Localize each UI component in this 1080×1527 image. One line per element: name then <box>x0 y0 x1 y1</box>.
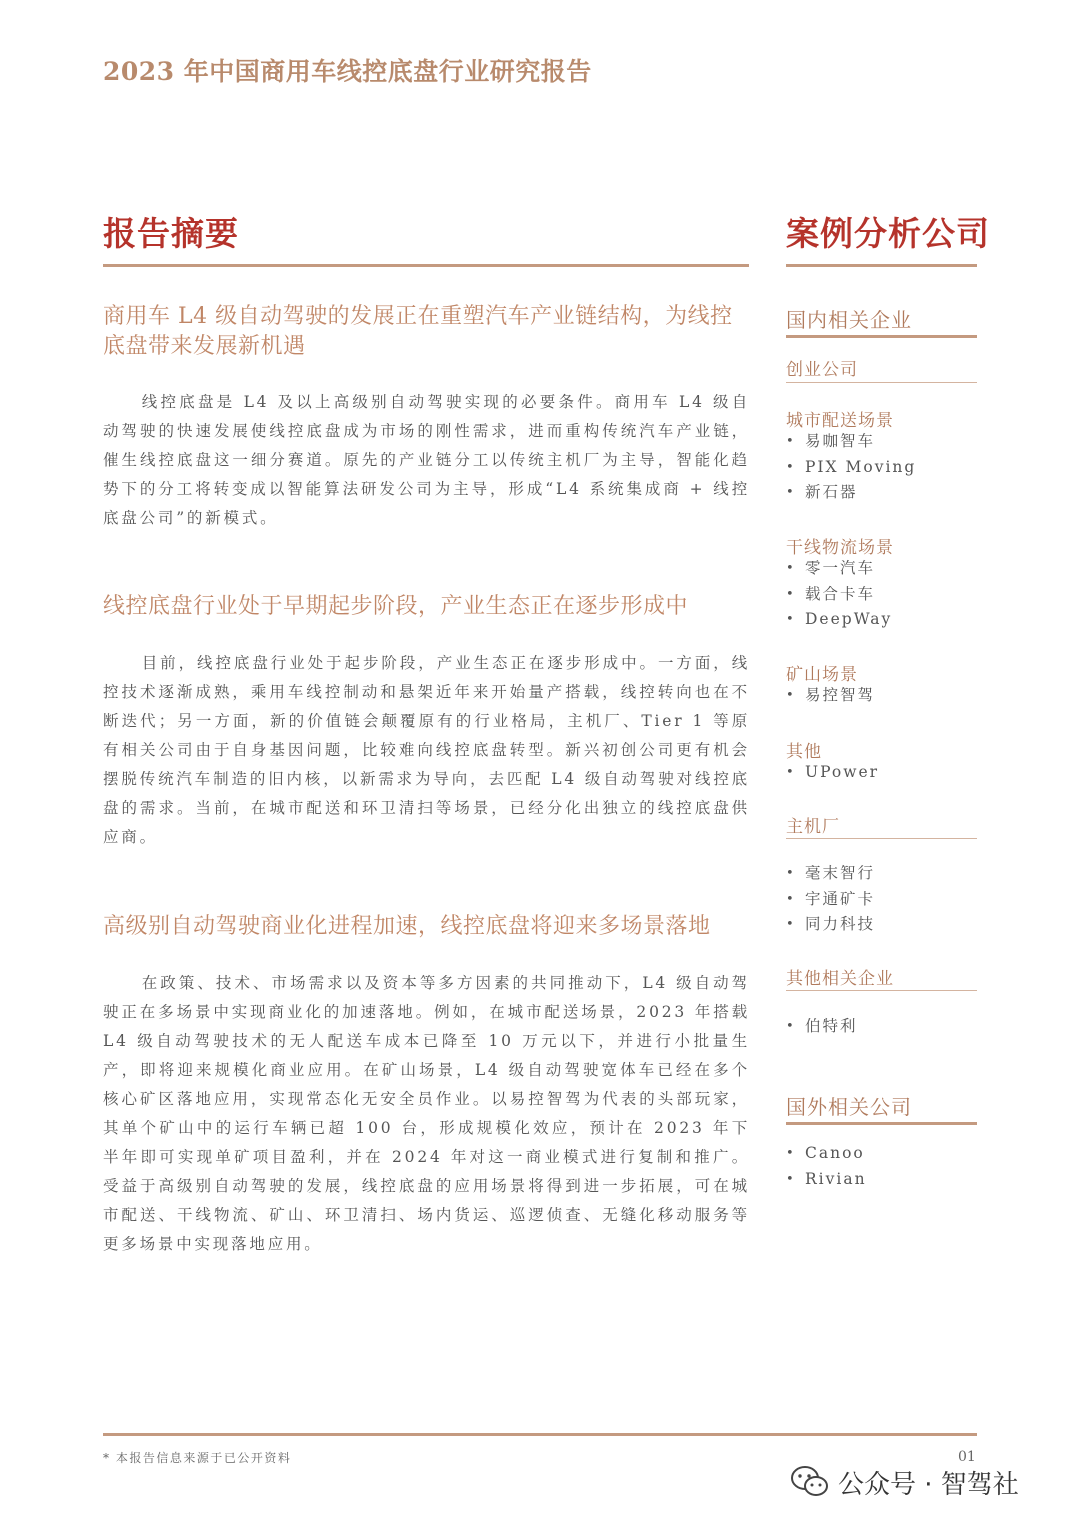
domestic-label: 国内相关企业 <box>786 308 912 332</box>
group-mining: 矿山场景 <box>786 665 858 685</box>
list-trunk-logistics <box>786 556 892 633</box>
list-foreign <box>786 1141 867 1192</box>
list-item: • UPower <box>786 760 879 786</box>
other-related-label: 其他相关企业 <box>786 969 894 989</box>
wechat-icon <box>790 1465 830 1499</box>
list-urban-delivery <box>786 429 916 506</box>
list-item: • PIX Moving <box>786 455 916 481</box>
foreign-label: 国外相关公司 <box>786 1095 912 1119</box>
list-mining <box>786 683 875 709</box>
cases-title: 案例分析公司 <box>786 214 990 253</box>
group-other: 其他 <box>786 742 822 762</box>
list-oem <box>786 861 875 938</box>
group-urban-delivery: 城市配送场景 <box>786 411 894 431</box>
report-header-title: 2023 年中国商用车线控底盘行业研究报告 <box>103 57 592 86</box>
domestic-rule <box>786 335 977 338</box>
list-item: • DeepWay <box>786 607 892 633</box>
wechat-label: 公众号 · 智驾社 <box>838 1469 1019 1500</box>
list-item: • 易控智驾 <box>786 683 875 709</box>
source-footnote: * 本报告信息来源于已公开资料 <box>103 1451 292 1465</box>
summary-body-3: 在政策、技术、市场需求以及资本等多方因素的共同推动下，L4 级自动驾驶正在多场景中实现商业化的加速落地。例如，在城市配送场景，2023 年搭载 L4 级自动驾驶技术的无人配送车成本已降至 10 万元以下，并进行小批量生产，即将迎来规模化商业应用。在矿山场景，L4 级自动驾驶宽体车已经在多个核心矿区落地应用，实现常态化无安全员作业。以易控智驾为代表的头部玩家，其单个矿山中的运行车辆已超 100 台，形成规模化效应，预计在 2023 年下半年即可实现单矿项目盈利，并在 2024 年对这一商业模式进行复制和推广。受益于高级别自动驾驶的发展，线控底盘的应用场景将得到进一步拓展，可在城市配送、干线物流、矿山、环卫清扫、场内货运、巡逻侦查、无缝化移动服务等更多场景中实现落地应用。 <box>103 974 750 1253</box>
list-item: • 易咖智车 <box>786 429 916 455</box>
group-trunk-logistics: 干线物流场景 <box>786 538 894 558</box>
footer-rule <box>103 1433 977 1436</box>
list-item: • 零一汽车 <box>786 556 892 582</box>
list-item: • 伯特利 <box>786 1014 858 1040</box>
summary-body-2: 目前，线控底盘行业处于起步阶段，产业生态正在逐步形成中。一方面，线控技术逐渐成熟，乘用车线控制动和悬架近年来开始量产搭载，线控转向也在不断迭代；另一方面，新的价值链会颠覆原有的行业格局，主机厂、Tier 1 等原有相关公司由于自身基因问题，比较难向线控底盘转型。新兴初创公司更有机会摆脱传统汽车制造的旧内核，以新需求为导向，去匹配 L4 级自动驾驶对线控底盘的需求。当前，在城市配送和环卫清扫等场景，已经分化出独立的线控底盘供应商。 <box>103 654 750 846</box>
summary-heading-3: 高级别自动驾驶商业化进程加速，线控底盘将迎来多场景落地 <box>103 914 711 939</box>
summary-title: 报告摘要 <box>103 214 239 253</box>
summary-heading-2: 线控底盘行业处于早期起步阶段，产业生态正在逐步形成中 <box>103 594 689 619</box>
summary-heading-1: 商用车 L4 级自动驾驶的发展正在重塑汽车产业链结构，为线控底盘带来发展新机遇 <box>103 304 733 359</box>
other-related-rule <box>786 990 977 991</box>
list-item: • 毫末智行 <box>786 861 875 887</box>
list-item: • 同力科技 <box>786 912 875 938</box>
list-item: • 载合卡车 <box>786 582 892 608</box>
list-other <box>786 760 879 786</box>
cases-rule <box>786 264 977 267</box>
foreign-rule <box>786 1122 977 1125</box>
startups-rule <box>786 382 977 383</box>
oem-label: 主机厂 <box>786 817 840 837</box>
list-item: • 宇通矿卡 <box>786 887 875 913</box>
list-item: • Rivian <box>786 1167 867 1193</box>
page-number: 01 <box>958 1449 976 1465</box>
startups-label: 创业公司 <box>786 360 858 380</box>
list-item: • Canoo <box>786 1141 867 1167</box>
list-other-related <box>786 1014 858 1040</box>
list-item: • 新石器 <box>786 480 916 506</box>
summary-rule <box>103 264 749 267</box>
wechat-watermark <box>790 1462 1019 1502</box>
oem-rule <box>786 838 977 839</box>
summary-body-1: 线控底盘是 L4 及以上高级别自动驾驶实现的必要条件。商用车 L4 级自动驾驶的快速发展使线控底盘成为市场的刚性需求，进而重构传统汽车产业链，催生线控底盘这一细分赛道。原先的产业链分工以传统主机厂为主导，智能化趋势下的分工将转变成以智能算法研发公司为主导，形成“L4 系统集成商 + 线控底盘公司”的新模式。 <box>103 393 750 527</box>
